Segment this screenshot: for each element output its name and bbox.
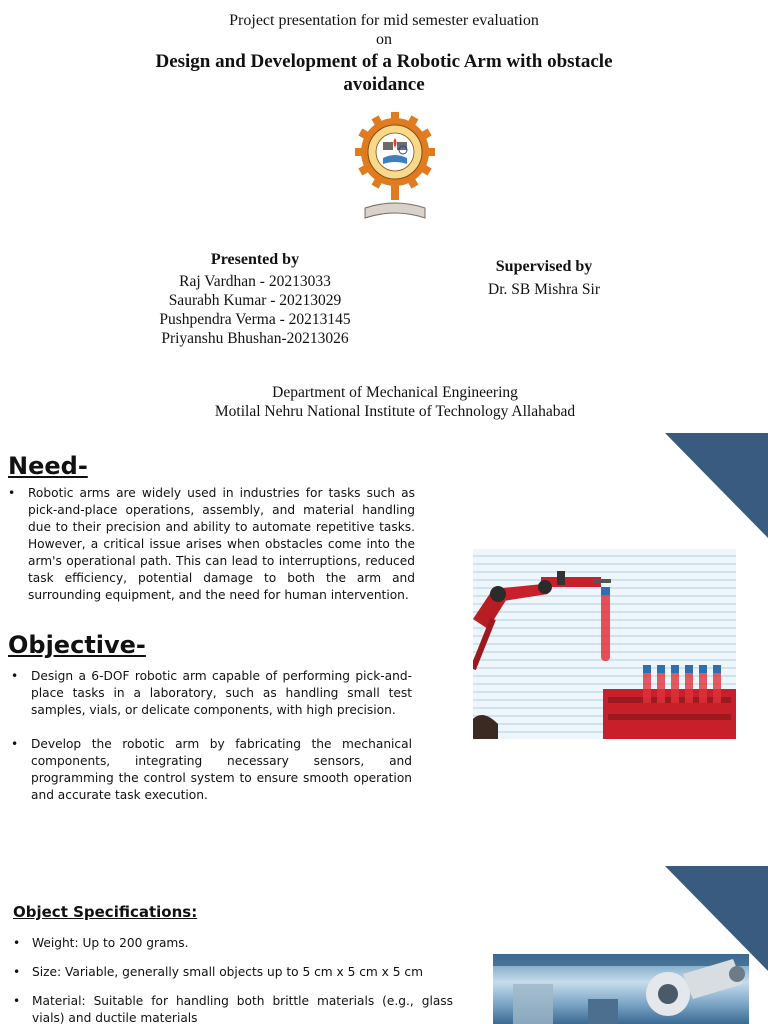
spec-bullet-list <box>13 935 453 1024</box>
need-bullet: • Robotic arms are widely used in industries for tasks such as pick-and-place operations, assembly, and material handling due to their precision and ability to automate repetitive tasks. However, a critical issue arises when obstacles come into the arm's operational path. This can lead to interruptions, reduced task efficiency, potential damage to both the arm and surrounding equipment, and the need for human intervention. <box>8 485 415 604</box>
project-title <box>0 50 768 96</box>
spec-bullet: • Size: Variable, generally small objects up to 5 cm x 5 cm x 5 cm <box>13 964 453 981</box>
spec-bullet: • Weight: Up to 200 grams. <box>13 935 453 952</box>
robotic-arm-illustration-icon <box>473 549 736 739</box>
institute-name: Motilal Nehru National Institute of Technology Allahabad <box>214 403 576 420</box>
objective-heading: Objective- <box>8 631 146 659</box>
title-slide <box>0 0 768 432</box>
corner-triangle-decoration <box>665 433 768 538</box>
spec-bullet: • Material: Suitable for handling both brittle materials (e.g., glass vials) and ductile materials <box>13 993 453 1024</box>
supervised-by-heading: Supervised by <box>495 258 593 275</box>
student-name: Raj Vardhan - 20213033 <box>179 273 331 290</box>
objective-bullet: • Develop the robotic arm by fabricating the mechanical components, integrating necessary sensors, and programming the control system to ensure smooth operation and accurate task execution. <box>11 736 412 804</box>
presentation-subtitle: Project presentation for mid semester evaluation <box>229 12 539 29</box>
robotic-arm-factory-photo <box>493 954 749 1024</box>
department-name: Department of Mechanical Engineering <box>272 384 518 401</box>
object-specifications-heading: Object Specifications: <box>13 903 198 921</box>
need-heading: Need- <box>8 452 88 480</box>
student-name: Saurabh Kumar - 20213029 <box>168 292 342 309</box>
need-bullet-list <box>8 485 415 604</box>
project-title-text: Design and Development of a Robotic Arm with obstacle avoidance <box>155 51 613 95</box>
robotic-arm-lab-photo <box>473 549 736 739</box>
department-block <box>175 383 615 421</box>
objective-bullet: • Design a 6-DOF robotic arm capable of performing pick-and-place tasks in a laboratory, such as handling small test samples, vials, or delicate components, with high precision. <box>11 668 412 719</box>
objective-bullet-list <box>11 668 412 821</box>
supervised-by-block <box>440 255 648 301</box>
student-name: Pushpendra Verma - 20213145 <box>159 311 351 328</box>
presentation-on: on <box>376 31 392 48</box>
presented-by-block <box>135 250 375 348</box>
industrial-robot-illustration-icon <box>493 954 749 1024</box>
supervisor-name: Dr. SB Mishra Sir <box>488 281 600 298</box>
institute-logo-icon <box>355 100 435 224</box>
student-name: Priyanshu Bhushan-20213026 <box>161 330 349 347</box>
presented-by-heading: Presented by <box>210 251 300 268</box>
